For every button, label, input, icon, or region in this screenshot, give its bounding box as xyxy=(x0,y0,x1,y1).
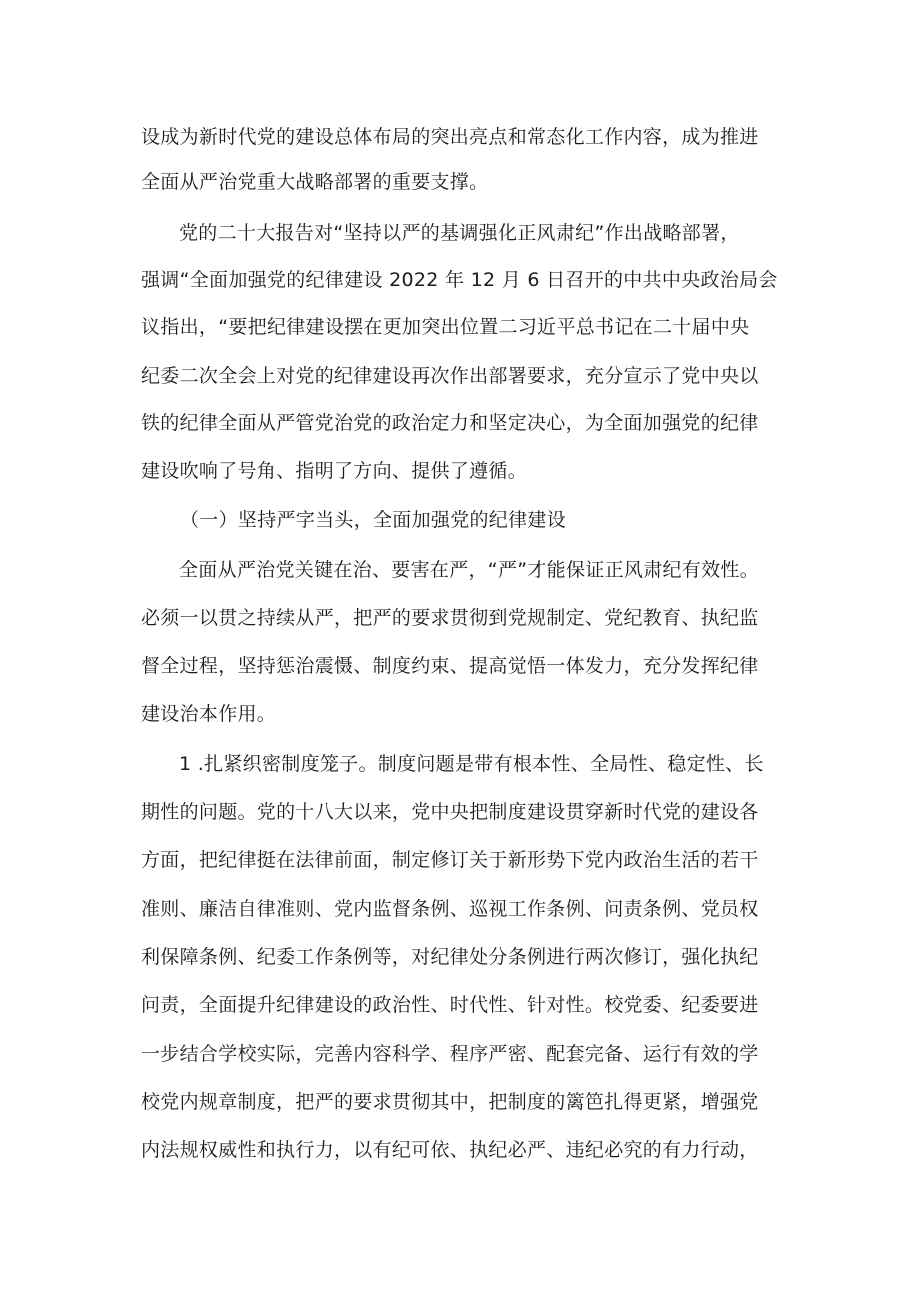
paragraph-line: 全面从严治党关键在治、要害在严，“严”才能保证正风肃纪有效性。 xyxy=(179,559,759,581)
paragraph-line: 议指出，“要把纪律建设摆在更加突出位置二习近平总书记在二十届中央 xyxy=(141,316,750,338)
paragraph-line: 建设吹响了号角、指明了方向、提供了遵循。 xyxy=(141,460,528,482)
paragraph-line: 1 .扎紧织密制度笼子。制度问题是带有根本性、全局性、稳定性、长 xyxy=(179,753,764,775)
paragraph-line: 准则、廉洁自律准则、党内监督条例、巡视工作条例、问责条例、党员权 xyxy=(141,898,759,920)
paragraph-line: 党的二十大报告对“坚持以严的基调强化正风肃纪”作出战略部署， xyxy=(179,222,740,244)
paragraph-line: 建设治本作用。 xyxy=(141,703,277,725)
paragraph-line: 强调“全面加强党的纪律建设 2022 年 12 月 6 日召开的中共中央政治局会 xyxy=(141,269,778,291)
paragraph-line: 利保障条例、纪委工作条例等，对纪律处分条例进行两次修订，强化执纪 xyxy=(141,946,759,968)
paragraph-line: 督全过程，坚持惩治震慑、制度约束、提高觉悟一体发力，充分发挥纪律 xyxy=(141,655,759,677)
paragraph-line: 铁的纪律全面从严管党治党的政治定力和坚定决心，为全面加强党的纪律 xyxy=(141,412,759,434)
paragraph-line: 一步结合学校实际，完善内容科学、程序严密、配套完备、运行有效的学 xyxy=(141,1043,759,1065)
paragraph-line: 校党内规章制度，把严的要求贯彻其中，把制度的篱笆扎得更紧，增强党 xyxy=(141,1091,759,1113)
paragraph-line: 纪委二次全会上对党的纪律建设再次作出部署要求，充分宣示了党中央以 xyxy=(141,365,759,387)
paragraph-line: 设成为新时代党的建设总体布局的突出亮点和常态化工作内容，成为推进 xyxy=(141,126,759,148)
paragraph-line: 必须一以贯之持续从严，把严的要求贯彻到党规制定、党纪教育、执纪监 xyxy=(141,607,759,629)
paragraph-line: 方面，把纪律挺在法律前面，制定修订关于新形势下党内政治生活的若干 xyxy=(141,849,759,871)
paragraph-line: 期性的问题。党的十八大以来，党中央把制度建设贯穿新时代党的建设各 xyxy=(141,801,759,823)
paragraph-line: 问责，全面提升纪律建设的政治性、时代性、针对性。校党委、纪委要进 xyxy=(141,994,759,1016)
section-heading: （一）坚持严字当头，全面加强党的纪律建设 xyxy=(180,509,567,531)
paragraph-line: 全面从严治党重大战略部署的重要支撑。 xyxy=(141,171,489,193)
paragraph-line: 内法规权威性和执行力，以有纪可依、执纪必严、违纪必究的有力行动， xyxy=(141,1139,759,1161)
